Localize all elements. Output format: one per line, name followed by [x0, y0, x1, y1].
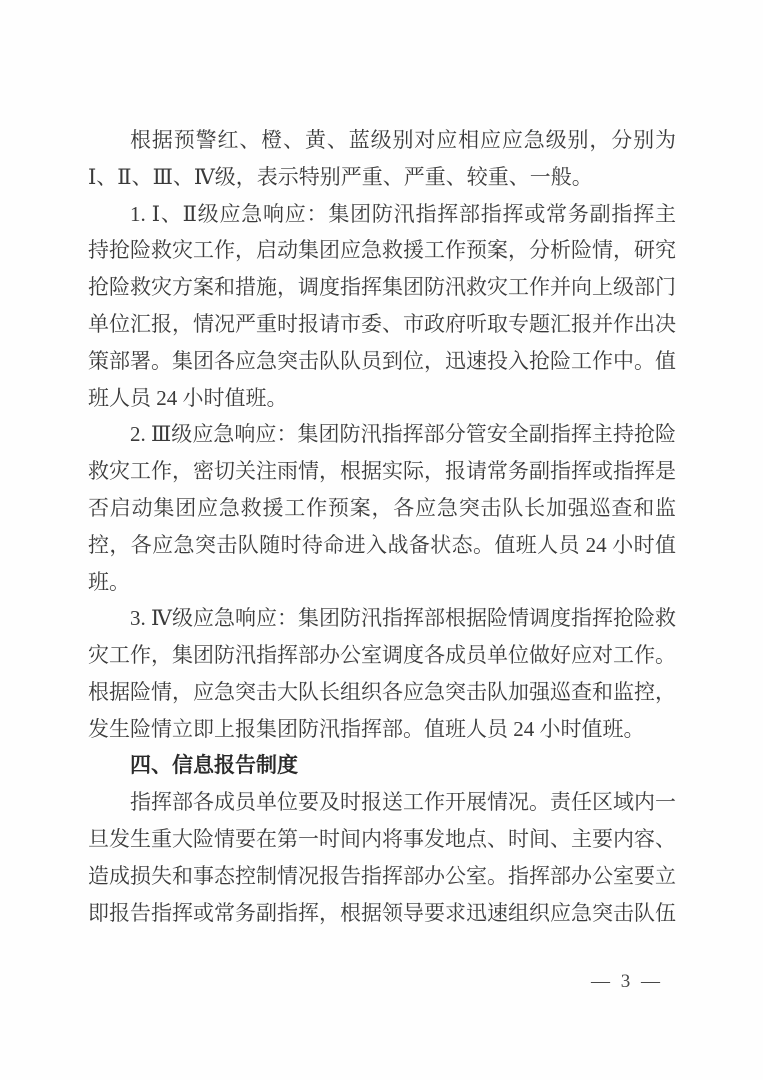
paragraph-level-1-2-response: 1. Ⅰ、Ⅱ级应急响应：集团防汛指挥部指挥或常务副指挥主持抢险救灾工作，启动集团应急救援工作预案，分析险情，研究抢险救灾方案和措施，调度指挥集团防汛救灾工作并向上级部门单位汇报，情况严重时报请市委、市政府听取专题汇报并作出决策部署。集团各应急突击队队员到位，迅速投入抢险工作中。值班人员 24 小时值班。	[88, 201, 676, 410]
page-number: — 3 —	[591, 971, 663, 992]
document-body	[88, 122, 676, 932]
paragraph-information-reporting: 指挥部各成员单位要及时报送工作开展情况。责任区域内一旦发生重大险情要在第一时间内将事发地点、时间、主要内容、造成损失和事态控制情况报告指挥部办公室。指挥部办公室要立即报告指挥或常务副指挥，根据领导要求迅速组织应急突击队伍	[88, 790, 676, 925]
section-heading-information-reporting: 四、信息报告制度	[130, 753, 298, 777]
paragraph-level-3-response: 2. Ⅲ级应急响应：集团防汛指挥部分管安全副指挥主持抢险救灾工作，密切关注雨情，根据实际，报请常务副指挥或指挥是否启动集团应急救援工作预案，各应急突击队长加强巡查和监控，各应急突击队随时待命进入战备状态。值班人员 24 小时值班。	[88, 422, 676, 594]
paragraph-level-4-response: 3. Ⅳ级应急响应：集团防汛指挥部根据险情调度指挥抢险救灾工作，集团防汛指挥部办公室调度各成员单位做好应对工作。根据险情，应急突击大队长组织各应急突击队加强巡查和监控，发生险情立即上报集团防汛指挥部。值班人员 24 小时值班。	[88, 606, 676, 741]
paragraph-warning-levels: 根据预警红、橙、黄、蓝级别对应相应应急级别，分别为Ⅰ、Ⅱ、Ⅲ、Ⅳ级，表示特别严重、严重、较重、一般。	[88, 128, 676, 189]
